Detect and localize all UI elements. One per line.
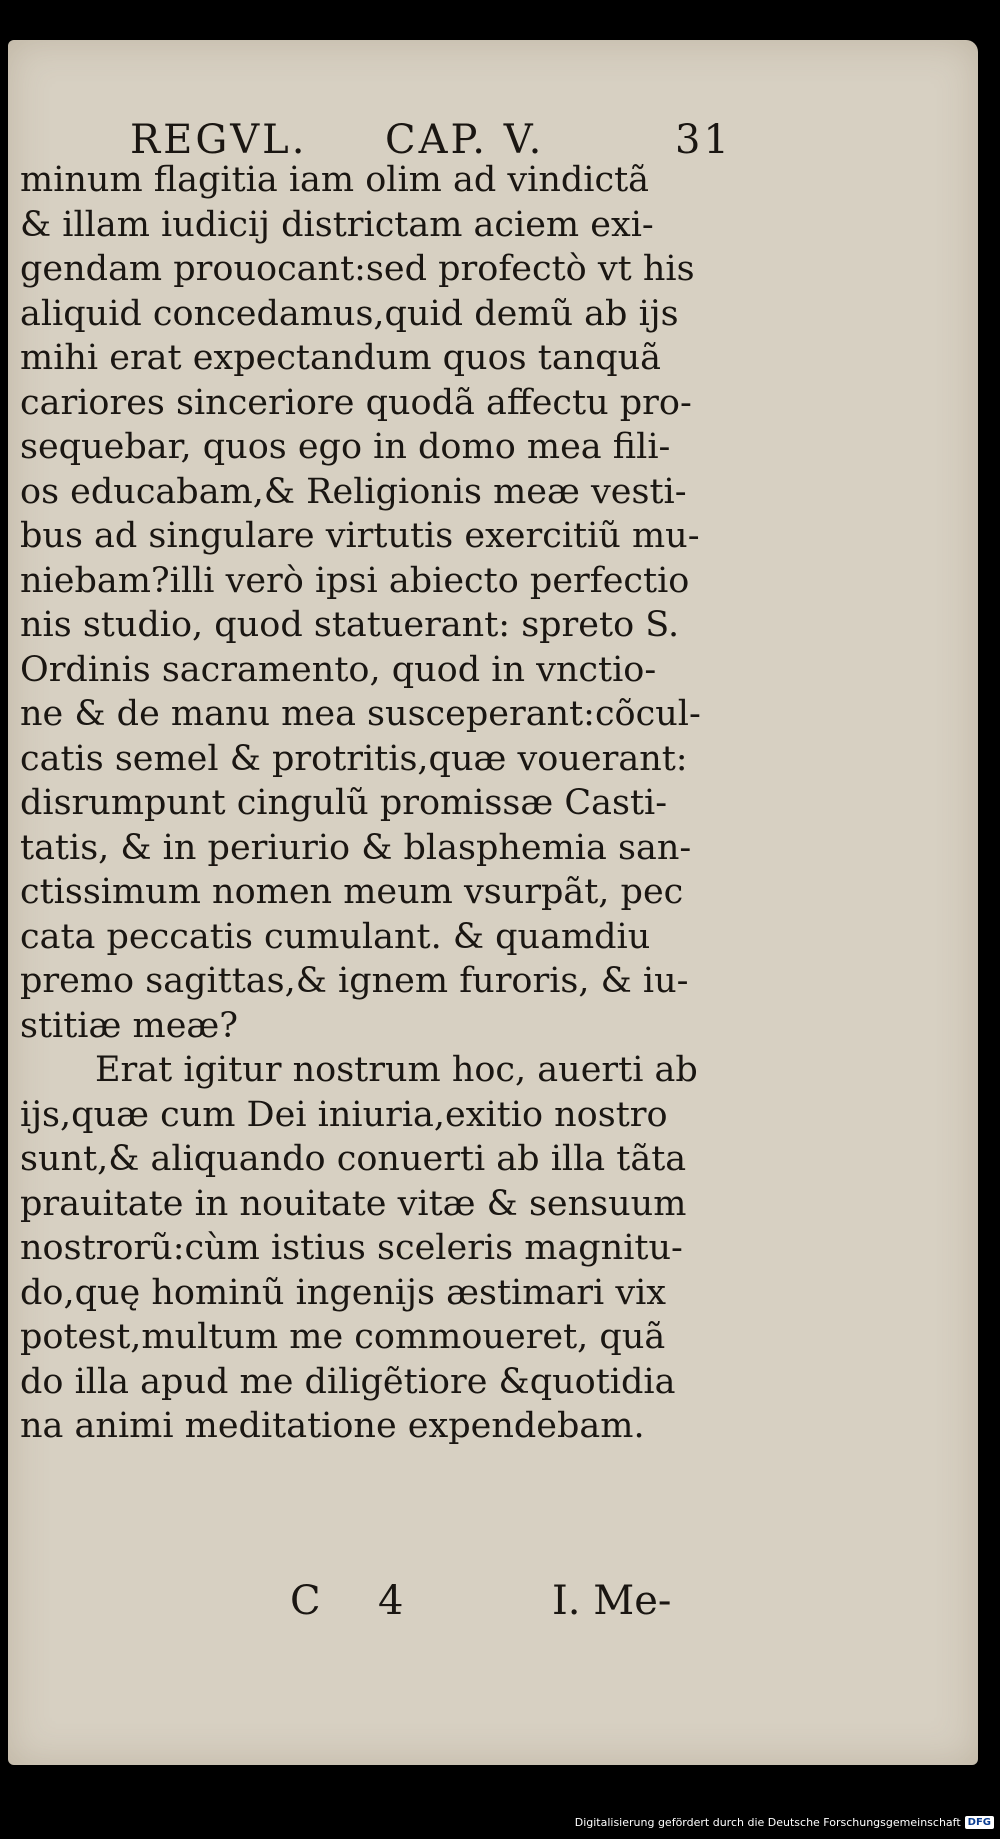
text-line: do,quę hominũ ingenijs æstimari vix (20, 1272, 667, 1313)
text-line: na animi meditatione expendebam. (20, 1406, 645, 1446)
text-line: bus ad singulare virtutis exercitiũ mu- (20, 516, 700, 556)
text-line: mihi erat expectandum quos tanquã (20, 338, 662, 378)
text-line: sequebar, quos ego in domo mea fili- (20, 427, 671, 467)
signature-mark: C (290, 1578, 321, 1624)
text-line: nostrorũ:cùm istius sceleris magnitu- (20, 1228, 683, 1268)
catchword: I. Me- (552, 1578, 672, 1624)
text-line: do illa apud me diligẽtiore &quotidia (20, 1361, 676, 1402)
signature-number: 4 (378, 1578, 404, 1624)
text-line: gendam prouocant:sed profectò vt his (20, 249, 695, 289)
text-line: & illam iudicij districtam aciem exi- (20, 204, 654, 245)
text-line: ijs,quæ cum Dei iniuria,exitio nostro (20, 1094, 668, 1135)
header-title: REGVL. (130, 117, 308, 163)
text-line: nis studio, quod statuerant: spreto S. (20, 605, 680, 645)
text-line: ne & de manu mea susceperant:cõcul- (20, 694, 701, 734)
text-line: ctissimum nomen meum vsurpãt, pec (20, 872, 684, 912)
body-text (20, 158, 710, 1449)
text-line: stitiæ meæ? (20, 1005, 239, 1046)
page-footer (290, 1578, 690, 1628)
header-chapter: CAP. V. (385, 117, 545, 163)
text-line: disrumpunt cingulũ promissæ Casti- (20, 783, 668, 823)
digitization-credit (575, 1813, 994, 1831)
dfg-logo: DFG (965, 1816, 994, 1829)
text-line: os educabam,& Religionis meæ vesti- (20, 471, 687, 512)
text-line: niebam?illi verò ipsi abiecto perfectio (20, 560, 690, 601)
text-line: premo sagittas,& ignem furoris, & iu- (20, 961, 689, 1001)
text-line: cariores sinceriore quodã affectu pro- (20, 382, 692, 423)
text-line: aliquid concedamus,quid demũ ab ijs (20, 293, 679, 334)
text-line: Ordinis sacramento, quod in vnctio- (20, 649, 657, 690)
text-line: sunt,& aliquando conuerti ab illa tãta (20, 1139, 687, 1179)
page-number: 31 (675, 117, 732, 163)
text-line: prauitate in nouitate vitæ & sensuum (20, 1183, 687, 1224)
text-line: minum flagitia iam olim ad vindictã (20, 160, 650, 200)
credit-text: Digitalisierung gefördert durch die Deutsche Forschungsgemeinschaft (574, 1815, 961, 1829)
text-line: tatis, & in periurio & blasphemia san- (20, 827, 692, 868)
text-line: catis semel & protritis,quæ vouerant: (20, 738, 688, 779)
paragraph-start-line: Erat igitur nostrum hoc, auerti ab (95, 1050, 698, 1090)
text-line: potest,multum me commoueret, quã (20, 1317, 666, 1357)
text-line: cata peccatis cumulant. & quamdiu (20, 916, 651, 957)
